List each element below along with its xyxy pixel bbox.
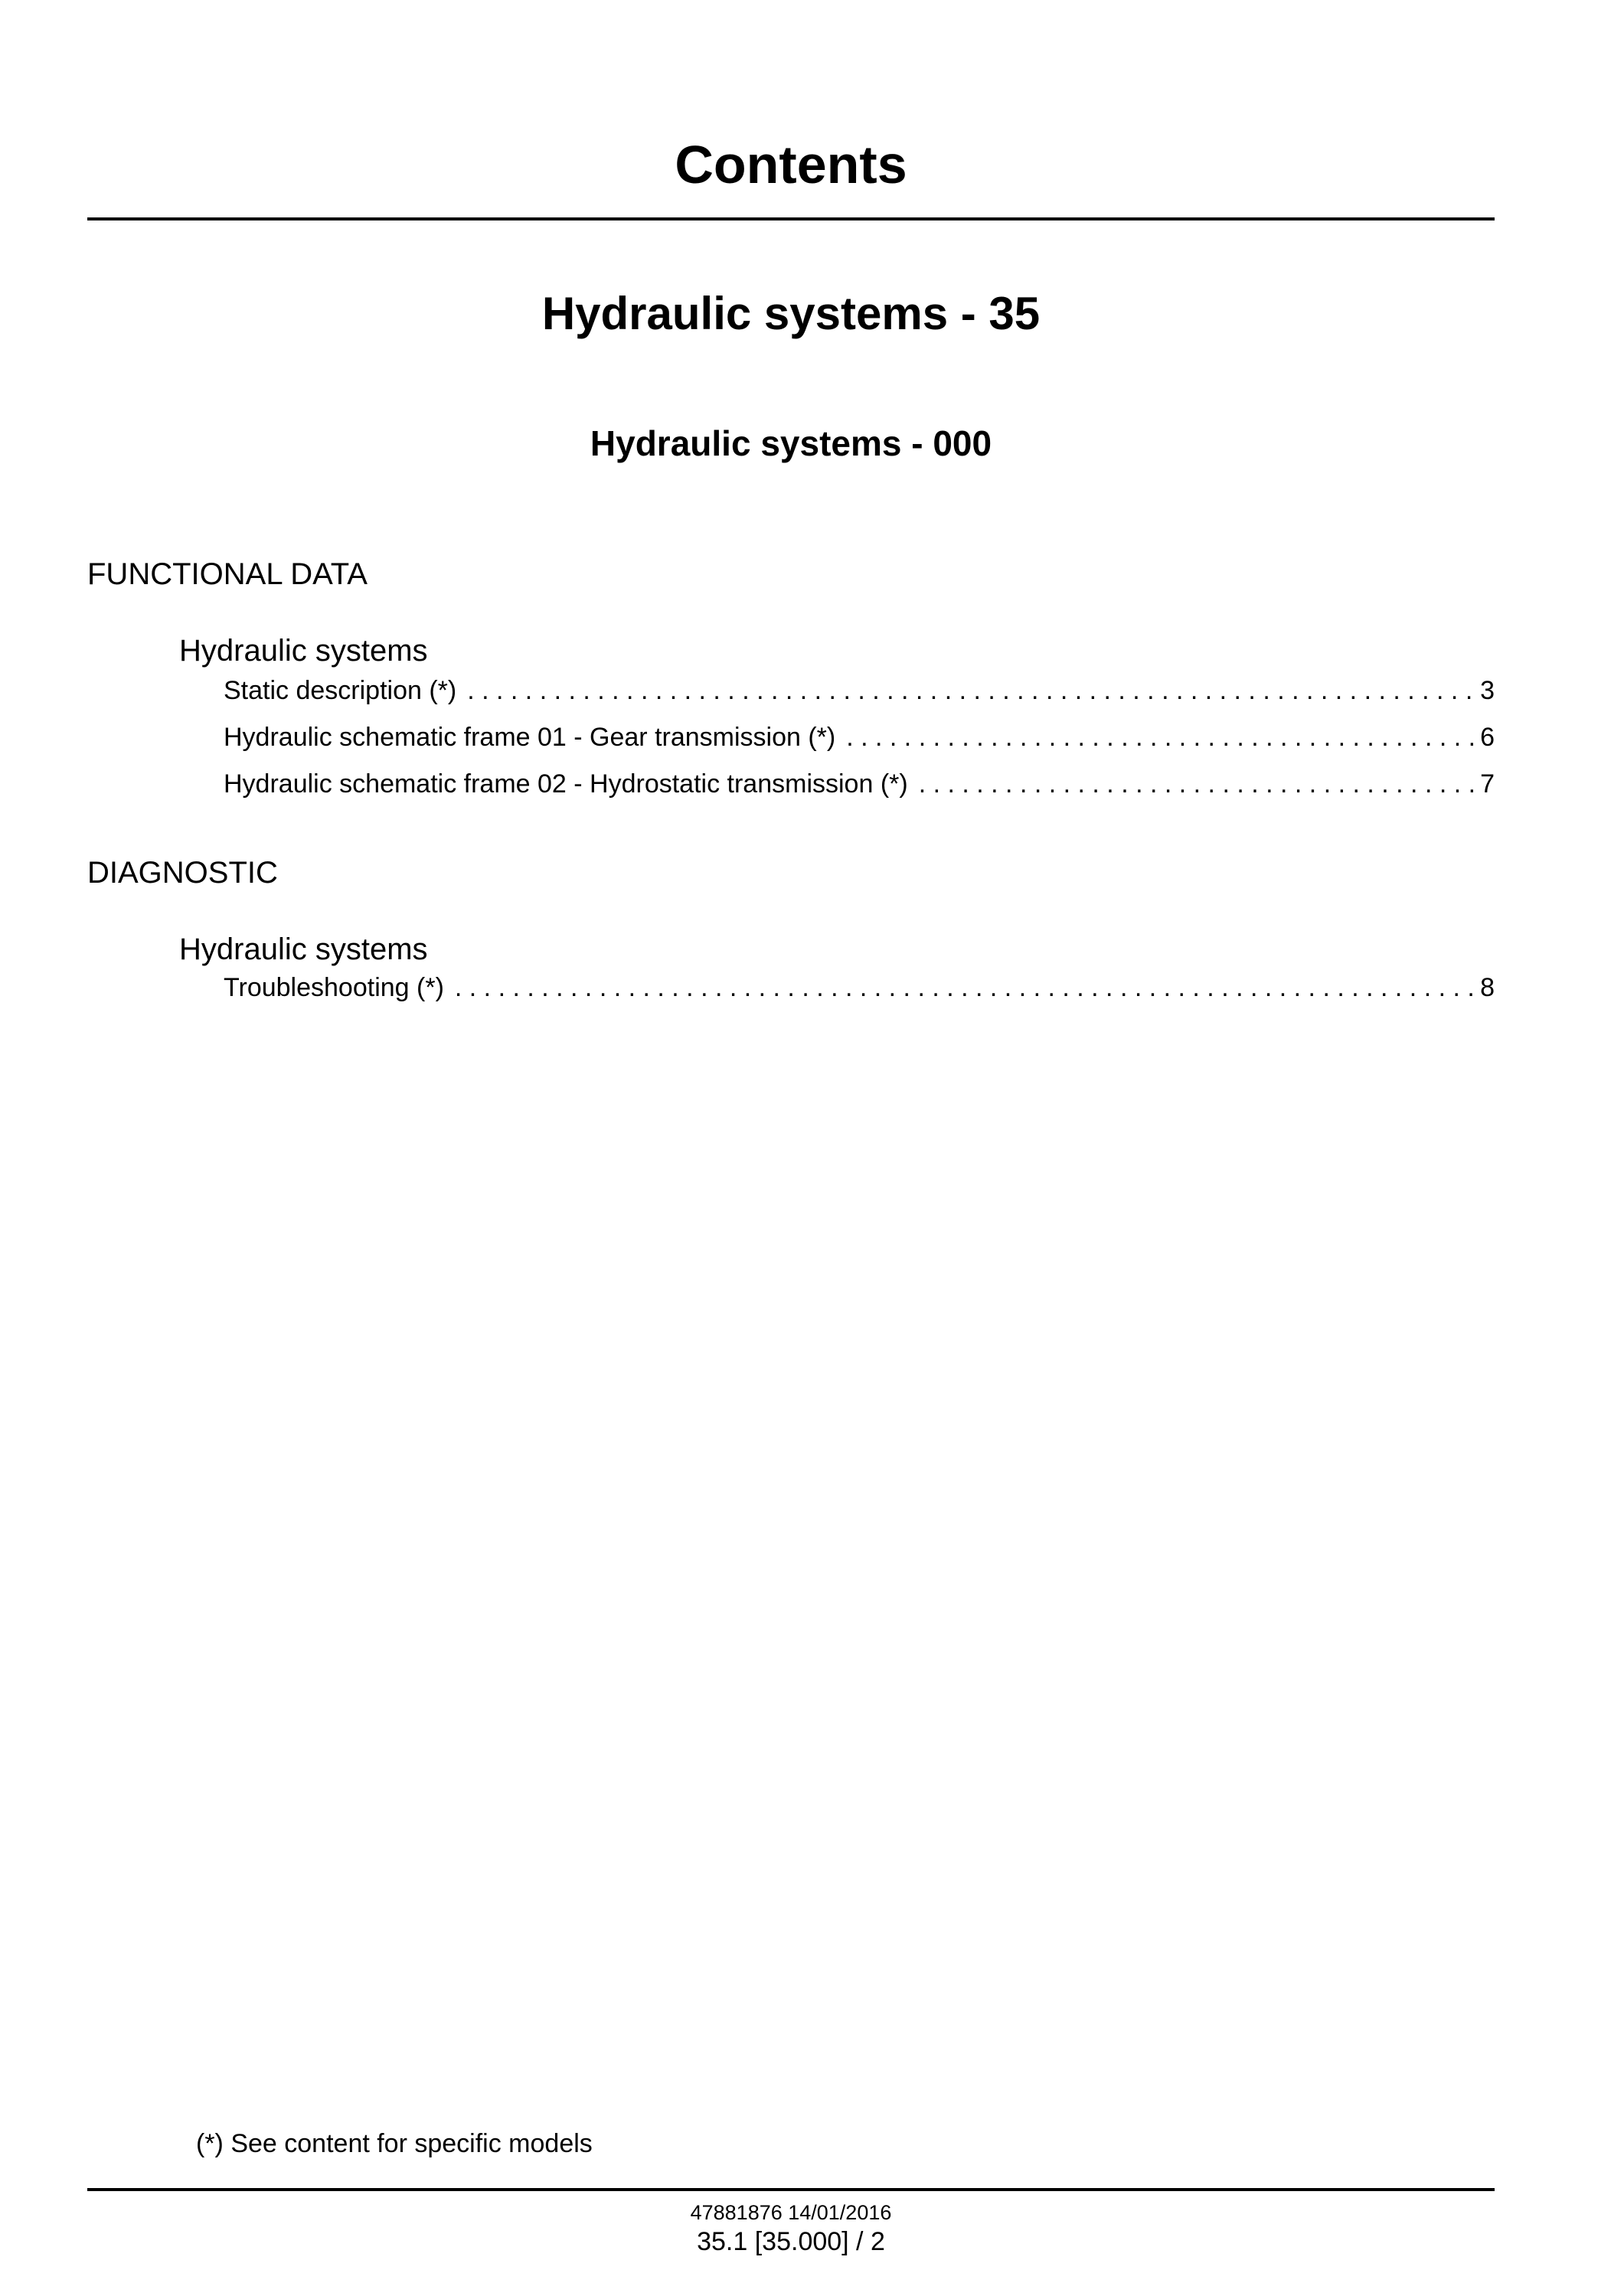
toc-entry-title[interactable]: Troubleshooting (*) bbox=[224, 973, 444, 1002]
group-title-hydraulic-systems: Hydraulic systems bbox=[179, 932, 428, 966]
toc-entry-title[interactable]: Static description (*) bbox=[224, 676, 457, 705]
dot-leader bbox=[908, 767, 1480, 801]
footer-page-ref: 35.1 [35.000] / 2 bbox=[697, 2227, 885, 2256]
dot-leader bbox=[835, 720, 1480, 754]
toc-entry-title[interactable]: Hydraulic schematic frame 01 - Gear transmission (*) bbox=[224, 723, 836, 752]
title-divider bbox=[87, 217, 1495, 220]
chapter-heading: Hydraulic systems - 35 bbox=[541, 288, 1041, 339]
footer-doc-code: 47881876 14/01/2016 bbox=[690, 2201, 892, 2224]
toc-entry-title[interactable]: Hydraulic schematic frame 02 - Hydrostatic transmission (*) bbox=[224, 769, 908, 799]
toc-entry-schematic-gear[interactable] bbox=[224, 720, 1495, 754]
page-title: Contents bbox=[675, 135, 907, 194]
group-title-hydraulic-systems: Hydraulic systems bbox=[179, 634, 428, 668]
toc-entry-page[interactable]: 7 bbox=[1480, 769, 1495, 799]
toc-entry-troubleshooting[interactable] bbox=[224, 971, 1495, 1004]
category-diagnostic: DIAGNOSTIC bbox=[87, 856, 278, 890]
toc-entry-page[interactable]: 3 bbox=[1480, 676, 1495, 705]
toc-entry-page[interactable]: 6 bbox=[1480, 723, 1495, 752]
toc-entry-schematic-hydrostatic[interactable] bbox=[224, 767, 1495, 801]
category-functional-data: FUNCTIONAL DATA bbox=[87, 557, 368, 591]
dot-leader bbox=[456, 674, 1480, 707]
toc-entry-static-description[interactable] bbox=[224, 674, 1495, 707]
section-heading: Hydraulic systems - 000 bbox=[590, 423, 992, 463]
footer-divider bbox=[87, 2188, 1495, 2191]
footnote: (*) See content for specific models bbox=[196, 2129, 593, 2158]
dot-leader bbox=[444, 971, 1480, 1004]
toc-entry-page[interactable]: 8 bbox=[1480, 973, 1495, 1002]
